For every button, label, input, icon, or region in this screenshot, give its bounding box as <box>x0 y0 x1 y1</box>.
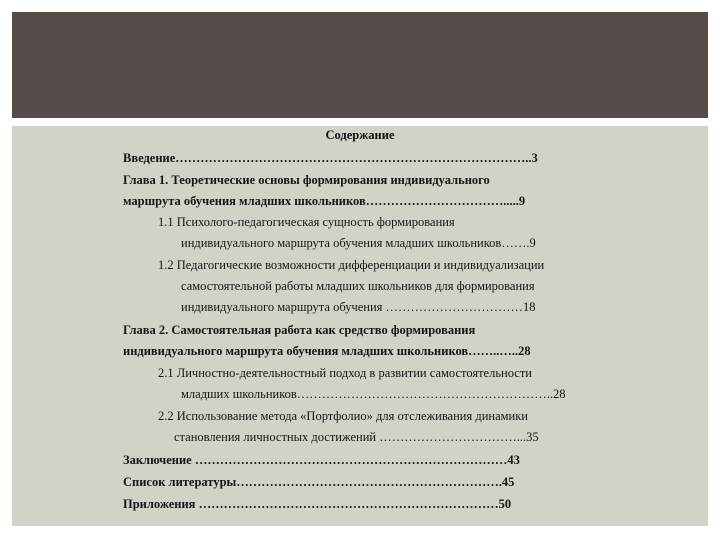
toc-title: Содержание <box>325 128 395 142</box>
toc-section-1-2-line-3: индивидуального маршрута обучения ……………………………18 <box>181 300 536 314</box>
toc-section-2-1-line-1: 2.1 Личностно-деятельностный подход в развитии самостоятельности <box>158 366 532 380</box>
toc-chapter-1-line-2: маршрута обучения младших школьников…………………………….....9 <box>123 194 526 208</box>
toc-section-1-2-line-1: 1.2 Педагогические возможности дифференциации и индивидуализации <box>158 258 545 272</box>
toc-entry-conclusion: Заключение …………………………………………………………………43 <box>123 453 520 467</box>
toc-section-1-2-line-2: самостоятельной работы младших школьников для формирования <box>181 279 535 293</box>
toc-entry-appendices: Приложения ………………………………………………………………50 <box>123 497 512 511</box>
toc-section-1-1-line-1: 1.1 Психолого-педагогическая сущность формирования <box>158 215 455 229</box>
toc-chapter-1-line-1: Глава 1. Теоретические основы формирования индивидуального <box>123 173 490 187</box>
toc-section-2-2-line-1: 2.2 Использование метода «Портфолио» для отслеживания динамики <box>158 409 529 423</box>
toc-chapter-2-line-2: индивидуального маршрута обучения младших школьников……..…..28 <box>123 344 531 358</box>
toc-panel <box>12 126 708 526</box>
toc-section-2-2-line-2: становления личностных достижений ……………………………...35 <box>174 430 539 444</box>
toc-section-2-1-line-2: младших школьников……………………………………………………..28 <box>181 387 566 401</box>
toc-section-1-1-line-2: индивидуального маршрута обучения младших школьников…….9 <box>181 236 536 250</box>
slide-header-band <box>12 12 708 118</box>
toc-entry-references: Список литературы……………………………………………………….45 <box>123 475 515 489</box>
toc-chapter-2-line-1: Глава 2. Самостоятельная работа как средство формирования <box>123 323 476 337</box>
toc-entry-introduction: Введение…………………………………………………………………………..3 <box>123 151 538 165</box>
